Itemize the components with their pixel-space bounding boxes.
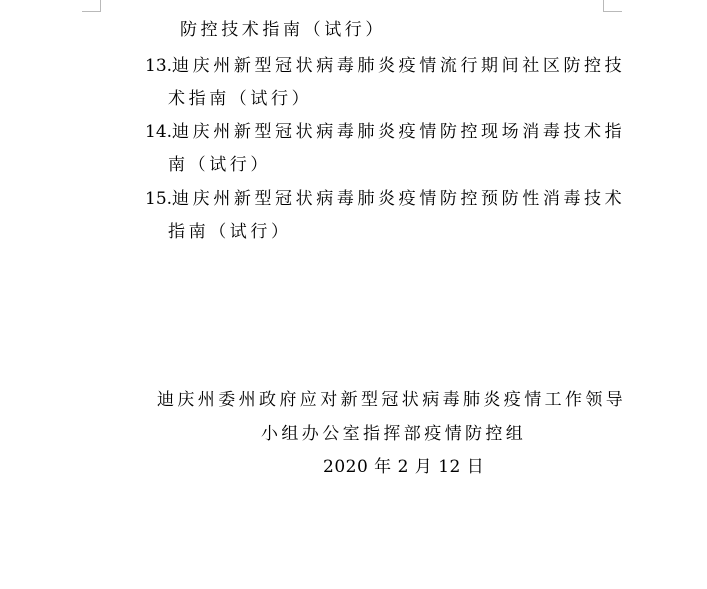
list-item-text: 迪庆州新型冠状病毒肺炎疫情防控预防性消毒技术 bbox=[172, 189, 626, 209]
list-item-13 bbox=[145, 56, 625, 76]
signature-organization-continued: 小组办公室指挥部疫情防控组 bbox=[261, 424, 527, 444]
list-item-14 bbox=[145, 122, 625, 142]
list-item-text: 迪庆州新型冠状病毒肺炎疫情防控现场消毒技术指 bbox=[172, 122, 626, 142]
list-item-number: 15. bbox=[145, 189, 173, 209]
list-item-13-continuation: 术指南（试行） bbox=[168, 89, 313, 109]
list-item-14-continuation: 南（试行） bbox=[168, 155, 271, 175]
crop-mark-top-left bbox=[82, 11, 101, 12]
list-item-12-continuation: 防控技术指南（试行） bbox=[180, 20, 386, 40]
signature-date: 2020 年 2 月 12 日 bbox=[323, 457, 485, 477]
list-item-15 bbox=[145, 189, 625, 209]
signature-organization: 迪庆州委州政府应对新型冠状病毒肺炎疫情工作领导 bbox=[157, 390, 627, 410]
list-item-text: 迪庆州新型冠状病毒肺炎疫情流行期间社区防控技 bbox=[172, 56, 626, 76]
list-item-number: 13. bbox=[145, 56, 173, 76]
crop-mark-top-right bbox=[603, 11, 622, 12]
list-item-number: 14. bbox=[145, 122, 173, 142]
list-item-15-continuation: 指南（试行） bbox=[168, 222, 292, 242]
